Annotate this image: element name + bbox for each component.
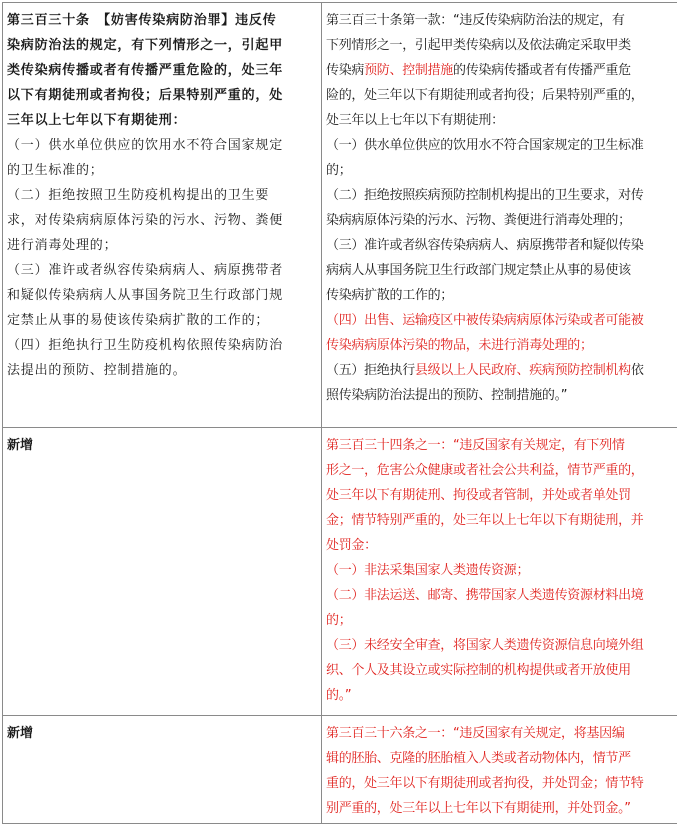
text-line: （四）拒绝执行卫生防疫机构依照传染病防治 (7, 338, 284, 353)
text-line (326, 258, 677, 283)
new-label: 新增 (7, 726, 34, 741)
text-line: 的； (326, 613, 352, 628)
comparison-table (2, 2, 677, 824)
text-line (326, 333, 677, 358)
text-run: 病病人从事国务院卫生行政部门规定禁止从事的易使该 (326, 263, 631, 278)
text-run: 下列情形之一，引起甲类传染病以及依法确定采取甲类 (326, 38, 631, 53)
text-line (326, 158, 677, 183)
text-line: （二）拒绝按照卫生防疫机构提出的卫生要 (7, 188, 270, 203)
text-line: 和疑似传染病病人从事国务院卫生行政部门规 (7, 288, 284, 303)
text-run: （五）拒绝执行 (326, 363, 415, 378)
text-line (326, 283, 677, 308)
text-line: （一）非法采集国家人类遗传资源； (326, 563, 530, 578)
text-line: 别严重的，处三年以上七年以下有期徒刑，并处罚金。” (326, 801, 631, 816)
text-line: （一）供水单位供应的饮用水不符合国家规定 (7, 138, 284, 153)
text-line (326, 133, 677, 158)
text-run: 依 (630, 363, 644, 378)
text-line: 定禁止从事的易使该传染病扩散的工作的； (7, 313, 270, 328)
text-line: 辑的胚胎、克隆的胚胎植入人类或者动物体内，情节严 (326, 751, 631, 766)
text-line: 求，对传染病病原体污染的污水、污物、粪便 (7, 213, 284, 228)
original-text-cell (3, 3, 322, 428)
text-run: 传染病扩散的工作的； (326, 288, 454, 303)
table-row (3, 3, 677, 428)
text-line: 的卫生标准的； (7, 163, 104, 178)
text-line: 法提出的预防、控制措施的。 (7, 363, 187, 378)
text-run: 险的，处三年以下有期徒刑或者拘役；后果特别严重的， (326, 88, 644, 103)
text-line (326, 58, 677, 83)
text-run: （二）拒绝按照疾病预防控制机构提出的卫生要求，对传 (326, 188, 644, 203)
text-line: 的。” (326, 688, 352, 703)
text-run: （三）准许或者纵容传染病病人、病原携带者和疑似传染 (326, 238, 644, 253)
text-line (326, 358, 677, 383)
text-line: 进行消毒处理的； (7, 238, 118, 253)
amended-text-cell (322, 716, 677, 824)
text-line (326, 208, 677, 233)
text-line: 以下有期徒刑或者拘役；后果特别严重的，处 (7, 88, 284, 103)
text-line: 类传染病传播或者有传播严重危险的，处三年 (7, 63, 284, 78)
original-text-cell (3, 428, 322, 716)
amended-text-cell (322, 428, 677, 716)
text-run: 的； (326, 163, 352, 178)
highlighted-text-run: 传染病病原体污染的物品，未进行消毒处理的； (326, 338, 593, 353)
text-line: （三）准许或者纵容传染病病人、病原携带者 (7, 263, 284, 278)
new-label: 新增 (7, 438, 34, 453)
text-run: 处三年以上七年以下有期徒刑： (326, 113, 504, 128)
text-line (326, 83, 677, 108)
highlighted-text-run: 预防、控制措施 (364, 63, 454, 78)
text-line (326, 383, 677, 408)
text-line: （二）非法运送、邮寄、携带国家人类遗传资源材料出境 (326, 588, 644, 603)
highlighted-text-run: 县级以上人民政府、疾病预防控制机构 (414, 363, 631, 378)
text-run: （一）供水单位供应的饮用水不符合国家规定的卫生标准 (326, 138, 644, 153)
highlighted-text-run: （四）出售、运输疫区中被传染病病原体污染或者可能被 (326, 313, 644, 328)
text-line (326, 183, 677, 208)
text-line: （三）未经安全审查，将国家人类遗传资源信息向境外组 (326, 638, 644, 653)
text-line: 第三百三十六条之一：“违反国家有关规定，将基因编 (326, 726, 625, 741)
text-run: 第三百三十条第一款：“违反传染病防治法的规定，有 (326, 13, 625, 28)
text-line (326, 33, 677, 58)
amended-text-cell (322, 3, 677, 428)
table-row (3, 716, 677, 824)
text-run: 的传染病传播或者有传播严重危 (453, 63, 631, 78)
text-line: 处三年以下有期徒刑、拘役或者管制，并处或者单处罚 (326, 488, 631, 503)
text-line (326, 308, 677, 333)
text-line: 金；情节特别严重的，处三年以上七年以下有期徒刑，并 (326, 513, 644, 528)
text-line (326, 8, 677, 33)
text-run: 传染病 (326, 63, 365, 78)
text-line: 织、个人及其设立或实际控制的机构提供或者开放使用 (326, 663, 631, 678)
text-line (326, 108, 677, 133)
text-run: 照传染病防治法提出的预防、控制措施的。” (326, 388, 568, 403)
text-line: 三年以上七年以下有期徒刑： (7, 113, 187, 128)
text-line: 第三百三十四条之一：“违反国家有关规定，有下列情 (326, 438, 625, 453)
text-line: 形之一，危害公众健康或者社会公共利益，情节严重的， (326, 463, 644, 478)
text-line: 第三百三十条 【妨害传染病防治罪】违反传 (7, 13, 277, 28)
original-text-cell (3, 716, 322, 824)
text-line: 处罚金： (326, 538, 377, 553)
text-line: 染病防治法的规定，有下列情形之一，引起甲 (7, 38, 284, 53)
text-run: 染病病原体污染的污水、污物、粪便进行消毒处理的； (326, 213, 631, 228)
table-row (3, 428, 677, 716)
text-line (326, 233, 677, 258)
text-line: 重的，处三年以下有期徒刑或者拘役，并处罚金；情节特 (326, 776, 644, 791)
